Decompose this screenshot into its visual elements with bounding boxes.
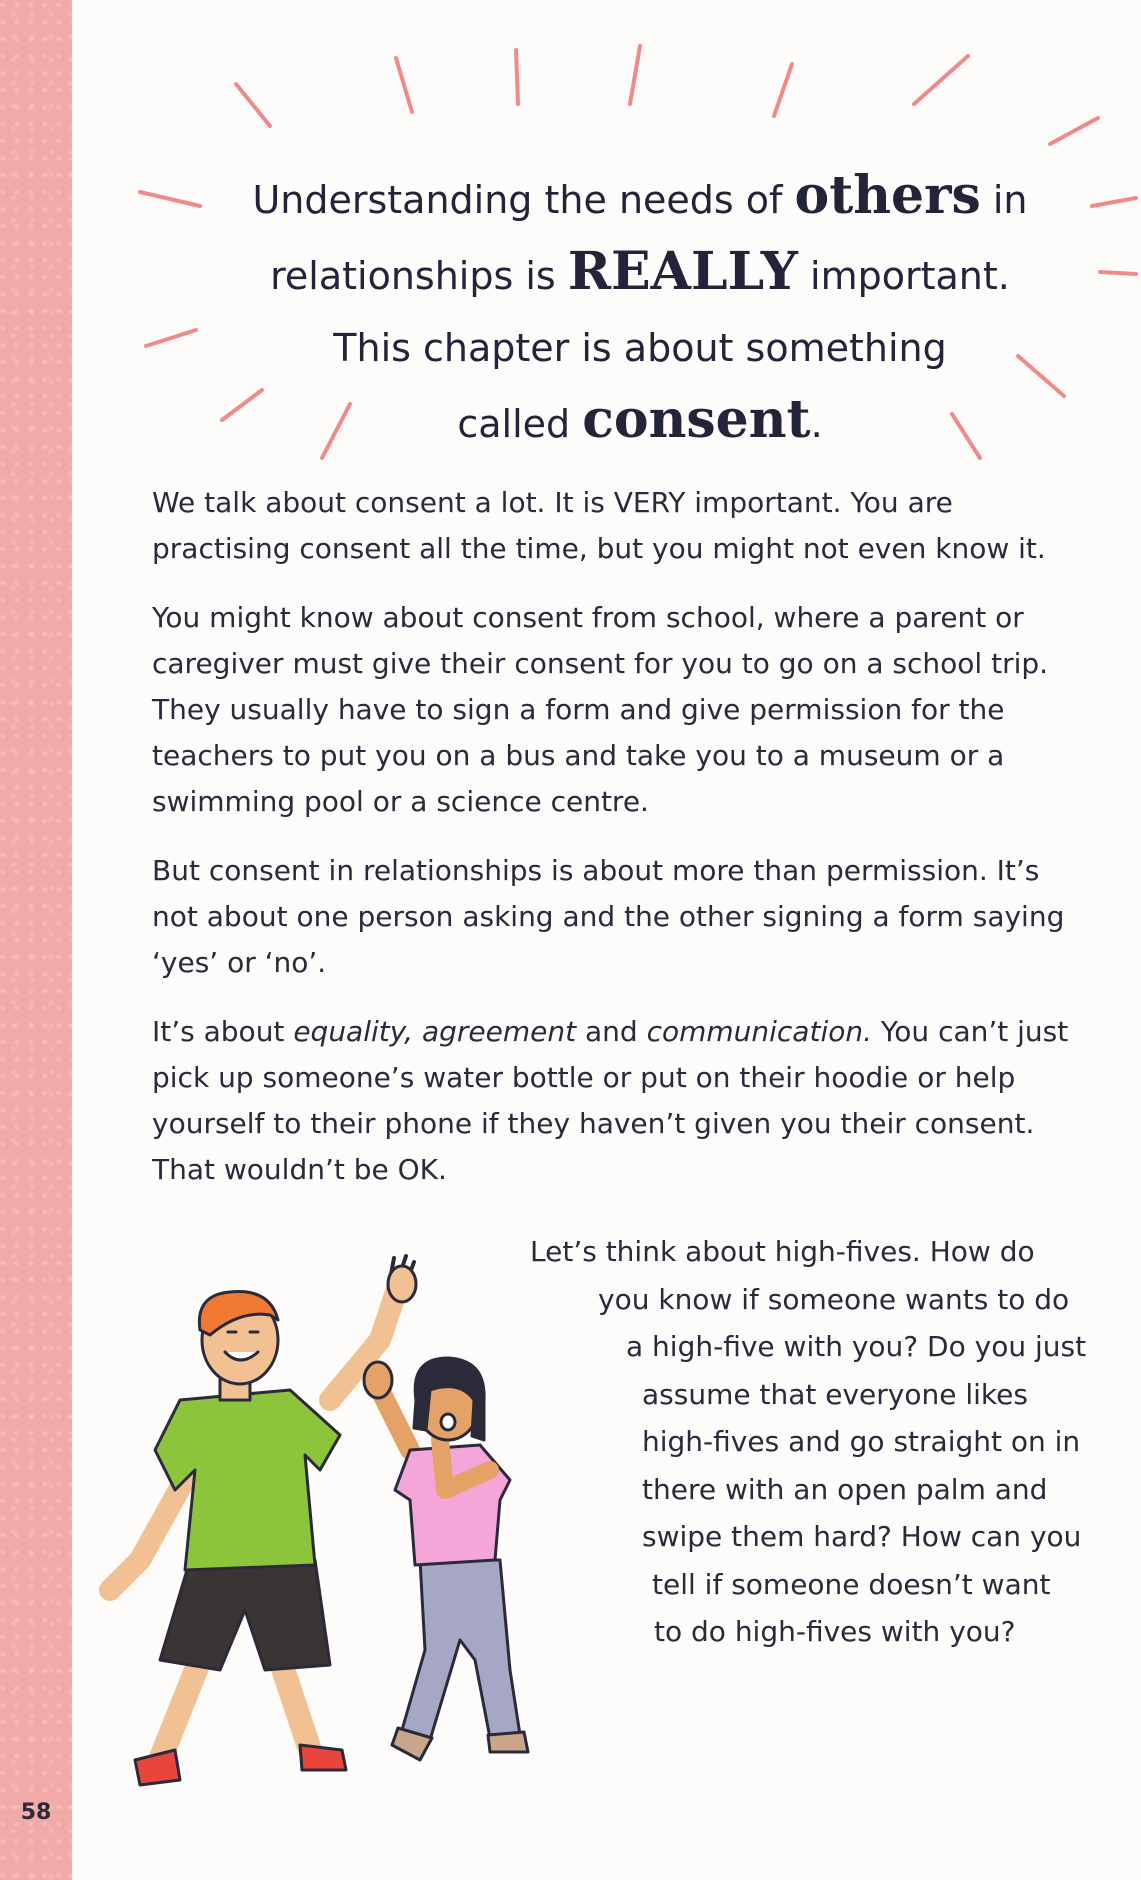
chapter-heading [140,160,1140,460]
text-line: high-fives and go straight on in [642,1425,1081,1458]
text-line: Let’s think about high-fives. How do [530,1235,1035,1268]
emphasis-text: equality, agreement [293,1015,577,1048]
heading-emphasis-others: others [794,165,981,226]
high-five-illustration [80,1240,640,1800]
girl-figure [364,1358,528,1760]
paragraph: We talk about consent a lot. It is VERY important. You are practising consent all the time, but you might not even know it. [152,486,1046,565]
heading-line-1 [140,160,1140,236]
boy-figure [110,1256,416,1785]
heading-text: . [810,402,823,446]
text-line: there with an open palm and [642,1472,1048,1506]
emphasis-text: communication. [646,1015,872,1048]
heading-text: This chapter is about something [333,326,947,370]
paragraph: You might know about consent from school, where a parent or caregiver must give their consent for you to go on a school trip. They usually have to sign a form and give permission for the teachers to put you on a bus and take you to a museum or a swimming pool or a science centre. [152,601,1049,818]
paragraph-text: It’s about [152,1015,294,1048]
heading-line-4 [140,384,1140,460]
heading-line-2 [140,236,1140,312]
heading-emphasis-consent: consent [582,389,811,450]
heading-text: in [992,178,1028,222]
text-line: you know if someone wants to do [598,1282,1070,1316]
text-line: to do high-fives with you? [654,1615,1016,1648]
text-line: swipe them hard? How can you [642,1520,1082,1553]
text-line: a high-five with you? Do you just [626,1330,1087,1363]
heading-emphasis-really: REALLY [567,241,798,302]
heading-text: called [457,402,571,446]
paragraph: But consent in relationships is about more than permission. It’s not about one person asking and the other signing a form saying ‘yes’ or ‘no’. [152,854,1065,979]
heading-text: Understanding the needs of [252,178,783,222]
text-line: assume that everyone likes [642,1377,1028,1411]
text-line: tell if someone doesn’t want [652,1567,1051,1601]
heading-line-3 [140,312,1140,384]
heading-text: important. [810,254,1010,298]
heading-text: relationships is [270,254,556,298]
paragraph-text: and [576,1015,647,1048]
body-text [152,480,1072,1216]
paragraph-text: You can’t just pick up someone’s water bottle or put on their hoodie or help yourself to their phone if they haven’t given you their consent. That wouldn’t be OK. [152,1015,1069,1186]
page-number: 58 [20,1800,52,1825]
paragraph [152,1009,1072,1193]
